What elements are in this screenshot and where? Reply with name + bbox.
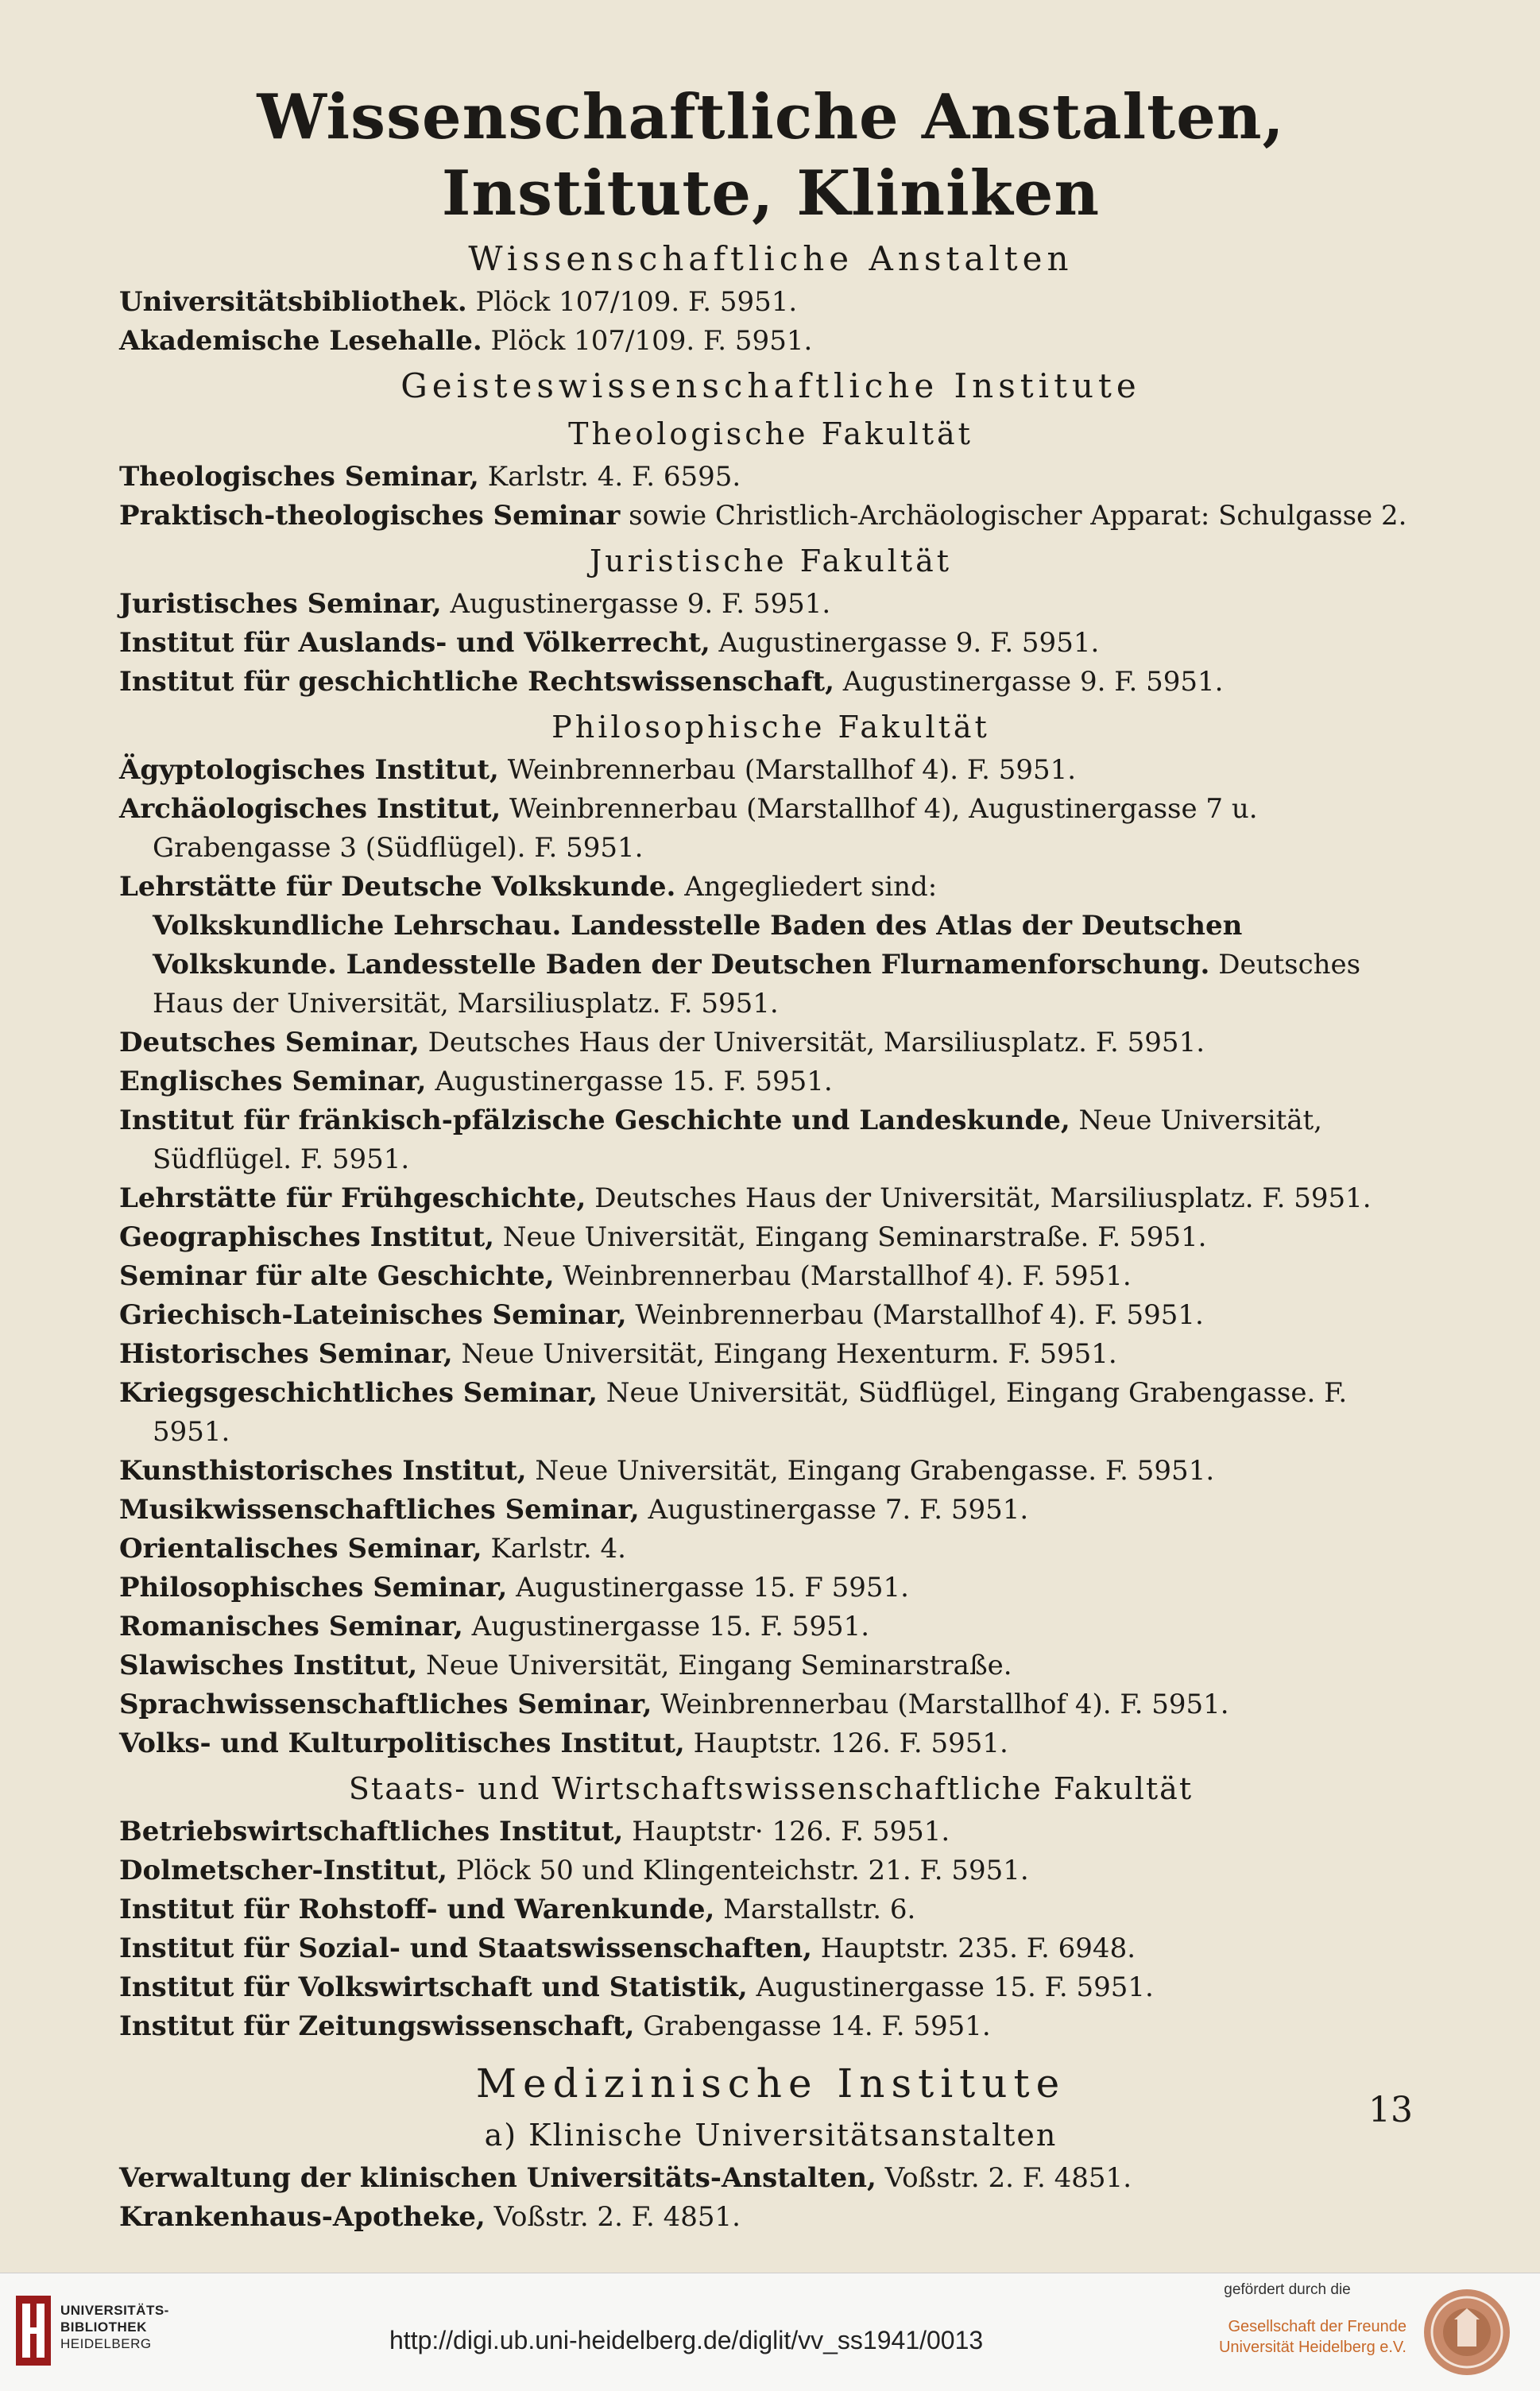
page-content: [119, 79, 1422, 2237]
entry-text: Weinbrennerbau (Marstallhof 4), Augustinergasse 7 u. Grabengasse 3 (Südflügel). F. 5951.: [153, 793, 1258, 864]
affiliated-names: Volkskundliche Lehrschau. Landesstelle Baden des Atlas der Deutschen Volkskunde. Landesstelle Baden der Deutschen Flurnamenforschung.: [153, 910, 1243, 981]
entry-name: Archäologisches Institut,: [119, 793, 501, 825]
entry-text: Augustinergasse 15. F. 5951.: [426, 1066, 833, 1097]
entry-name: Juristisches Seminar,: [119, 588, 442, 620]
entry-text: Deutsches Haus der Universität, Marsiliusplatz. F. 5951.: [586, 1182, 1372, 1214]
section-heading-geist: Geisteswissenschaftliche Institute: [400, 366, 1141, 405]
entry-name: Theologisches Seminar,: [119, 461, 479, 493]
entry-name: Lehrstätte für Frühgeschichte,: [119, 1182, 586, 1214]
list-item: [119, 1813, 1422, 1851]
entry-text: Neue Universität, Eingang Hexenturm. F. 5951.: [452, 1338, 1117, 1370]
entry-lesehalle: [119, 322, 1422, 361]
list-item: [119, 1374, 1422, 1452]
list-item: [119, 868, 1422, 907]
page-number: 13: [1368, 2090, 1413, 2130]
entry-name: Kunsthistorisches Institut,: [119, 1455, 527, 1487]
entry-name: Sprachwissenschaftliches Seminar,: [119, 1689, 652, 1720]
sponsor-line-2: Universität Heidelberg e.V.: [1218, 2339, 1407, 2356]
page-title: Wissenschaftliche Anstalten, Institute, Kliniken: [257, 81, 1285, 230]
entry-name: Dolmetscher-Institut,: [119, 1855, 447, 1886]
entry-text: sowie Christlich-Archäologischer Apparat: Schulgasse 2.: [620, 500, 1407, 532]
entry-name: Institut für Volkswirtschaft und Statistik,: [119, 1971, 748, 2003]
entry-text: Weinbrennerbau (Marstallhof 4). F. 5951.: [626, 1299, 1204, 1331]
entry-name: Krankenhaus-Apotheke,: [119, 2201, 486, 2233]
list-item: [119, 1646, 1422, 1685]
entry-name: Universitätsbibliothek.: [119, 286, 467, 318]
entry-text: Neue Universität, Eingang Grabengasse. F. 5951.: [526, 1455, 1215, 1487]
library-line-3: HEIDELBERG: [60, 2336, 152, 2351]
entry-text: Hauptstr· 126. F. 5951.: [623, 1816, 950, 1847]
entry-name: Institut für Zeitungswissenschaft,: [119, 2010, 635, 2042]
entry-text: Voßstr. 2. F. 4851.: [485, 2201, 741, 2233]
entry-name: Slawisches Institut,: [119, 1650, 418, 1681]
viewer-footer: [0, 2273, 1540, 2391]
entry-text: Neue Universität, Eingang Seminarstraße. F. 5951.: [494, 1221, 1207, 1253]
entry-text: Augustinergasse 9. F. 5951.: [441, 588, 831, 620]
list-item: [119, 1608, 1422, 1646]
university-seal-icon: [1422, 2288, 1511, 2377]
entry-name: Kriegsgeschichtliches Seminar,: [119, 1377, 598, 1409]
library-logo-icon: [16, 2296, 51, 2366]
entry-text: Karlstr. 4. F. 6595.: [478, 461, 741, 493]
entry-name: Verwaltung der klinischen Universitäts-Anstalten,: [119, 2162, 876, 2194]
permalink-url[interactable]: http://digi.ub.uni-heidelberg.de/diglit/vv_ss1941/0013: [389, 2326, 984, 2354]
list-item: [119, 497, 1422, 536]
list-item: [119, 1257, 1422, 1296]
entry-text: Grabengasse 14. F. 5951.: [634, 2010, 991, 2042]
entry-name: Akademische Lesehalle.: [119, 325, 482, 357]
library-name: [60, 2302, 169, 2352]
entry-text: Plöck 50 und Klingenteichstr. 21. F. 5951.: [447, 1855, 1029, 1886]
list-item: [119, 2007, 1422, 2046]
entry-text: Plöck 107/109. F. 5951.: [466, 286, 798, 318]
entry-name: Institut für fränkisch-pfälzische Geschichte und Landeskunde,: [119, 1105, 1070, 1136]
entry-name: Musikwissenschaftliches Seminar,: [119, 1494, 640, 1526]
list-item: [119, 751, 1422, 790]
list-item: [119, 458, 1422, 497]
list-item: [119, 1724, 1422, 1763]
list-item: [119, 663, 1422, 702]
entry-text: Weinbrennerbau (Marstallhof 4). F. 5951.: [652, 1689, 1229, 1720]
list-item: [119, 1101, 1422, 1179]
entry-text: Hauptstr. 126. F. 5951.: [684, 1727, 1008, 1759]
entry-name: Betriebswirtschaftliches Institut,: [119, 1816, 624, 1847]
affiliated-block: [119, 907, 1422, 1023]
entry-text: Augustinergasse 15. F 5951.: [507, 1572, 909, 1604]
entry-name: Orientalisches Seminar,: [119, 1533, 482, 1565]
list-item: [119, 1851, 1422, 1890]
entry-text: Voßstr. 2. F. 4851.: [876, 2162, 1132, 2194]
entry-text: Augustinergasse 15. F. 5951.: [462, 1611, 870, 1642]
entry-text: Augustinergasse 15. F. 5951.: [747, 1971, 1154, 2003]
entry-text: Karlstr. 4.: [482, 1533, 626, 1565]
list-item: [119, 1491, 1422, 1530]
list-item: [119, 1530, 1422, 1569]
entry-name: Volks- und Kulturpolitisches Institut,: [119, 1727, 685, 1759]
entry-name: Praktisch-theologisches Seminar: [119, 500, 621, 532]
entry-name: Historisches Seminar,: [119, 1338, 453, 1370]
list-wiss-anstalten: [119, 283, 1422, 361]
entry-text: Weinbrennerbau (Marstallhof 4). F. 5951.: [554, 1260, 1132, 1292]
section-heading-med: Medizinische Institute: [475, 2060, 1066, 2107]
entry-text: Augustinergasse 7. F. 5951.: [639, 1494, 1029, 1526]
entry-name: Institut für Rohstoff- und Warenkunde,: [119, 1894, 715, 1925]
entry-name: Ägyptologisches Institut,: [119, 754, 499, 786]
entry-text: Angegliedert sind:: [675, 871, 938, 903]
list-item: [119, 1062, 1422, 1101]
entry-name: Institut für Sozial- und Staatswissenschaften,: [119, 1933, 812, 1964]
university-library-logo[interactable]: [16, 2291, 175, 2374]
entry-text: Neue Universität, Südflügel, Eingang Grabengasse. F. 5951.: [153, 1377, 1348, 1448]
subsection-heading-phil: Philosophische Fakultät: [551, 710, 990, 745]
list-item: [119, 1685, 1422, 1724]
entry-text: Augustinergasse 9. F. 5951.: [710, 627, 1100, 659]
entry-name: Lehrstätte für Deutsche Volkskunde.: [119, 871, 676, 903]
list-item: [119, 1968, 1422, 2007]
entry-text: Weinbrennerbau (Marstallhof 4). F. 5951.: [498, 754, 1077, 786]
entry-name: Romanisches Seminar,: [119, 1611, 463, 1642]
entry-name: Englisches Seminar,: [119, 1066, 427, 1097]
sponsor-block[interactable]: [1168, 2281, 1407, 2358]
entry-name: Deutsches Seminar,: [119, 1027, 420, 1058]
entry-name: Griechisch-Lateinisches Seminar,: [119, 1299, 627, 1331]
list-item: [119, 1452, 1422, 1491]
sponsor-line-1: Gesellschaft der Freunde: [1228, 2318, 1407, 2335]
subsection-heading-jur: Juristische Fakultät: [589, 544, 953, 578]
list-item: [119, 1296, 1422, 1335]
list-item: [119, 1929, 1422, 1968]
entry-name: Geographisches Institut,: [119, 1221, 494, 1253]
list-item: [119, 1890, 1422, 1929]
list-item: [119, 2159, 1422, 2198]
entry-text: Deutsches Haus der Universität, Marsiliusplatz. F. 5951.: [419, 1027, 1205, 1058]
entry-text: Neue Universität, Südflügel. F. 5951.: [153, 1105, 1322, 1175]
entry-text: Neue Universität, Eingang Seminarstraße.: [417, 1650, 1012, 1681]
entry-name: Institut für Auslands- und Völkerrecht,: [119, 627, 710, 659]
entry-text: Augustinergasse 9. F. 5951.: [834, 666, 1224, 698]
list-item: [119, 585, 1422, 624]
library-line-1: UNIVERSITÄTS-: [60, 2303, 169, 2318]
library-line-2: BIBLIOTHEK: [60, 2319, 147, 2335]
subsection-heading-klinisch: a) Klinische Universitätsanstalten: [484, 2118, 1058, 2153]
subsection-heading-staats: Staats- und Wirtschaftswissenschaftliche Fakultät: [348, 1771, 1194, 1806]
section-heading-wiss-anstalten: Wissenschaftliche Anstalten: [468, 239, 1074, 278]
subsection-heading-theol: Theologische Fakultät: [568, 416, 973, 451]
entry-universitaetsbibliothek: [119, 283, 1422, 322]
entry-text: Hauptstr. 235. F. 6948.: [811, 1933, 1136, 1964]
entry-name: Seminar für alte Geschichte,: [119, 1260, 555, 1292]
sponsor-caption: gefördert durch die: [1224, 2281, 1351, 2298]
list-item: [119, 1335, 1422, 1374]
list-item: [119, 1569, 1422, 1608]
entry-text: Plöck 107/109. F. 5951.: [482, 325, 813, 357]
list-item: [119, 2198, 1422, 2237]
list-phil-b: [119, 1023, 1422, 1763]
list-item: [119, 1179, 1422, 1218]
entry-name: Philosophisches Seminar,: [119, 1572, 508, 1604]
affiliated-text: Deutsches Haus der Universität, Marsiliusplatz. F. 5951.: [153, 949, 1361, 1019]
list-item: [119, 790, 1422, 868]
list-item: [119, 1218, 1422, 1257]
entry-name: Institut für geschichtliche Rechtswissenschaft,: [119, 666, 834, 698]
entry-text: Marstallstr. 6.: [714, 1894, 916, 1925]
list-item: [119, 1023, 1422, 1062]
list-item: [119, 624, 1422, 663]
